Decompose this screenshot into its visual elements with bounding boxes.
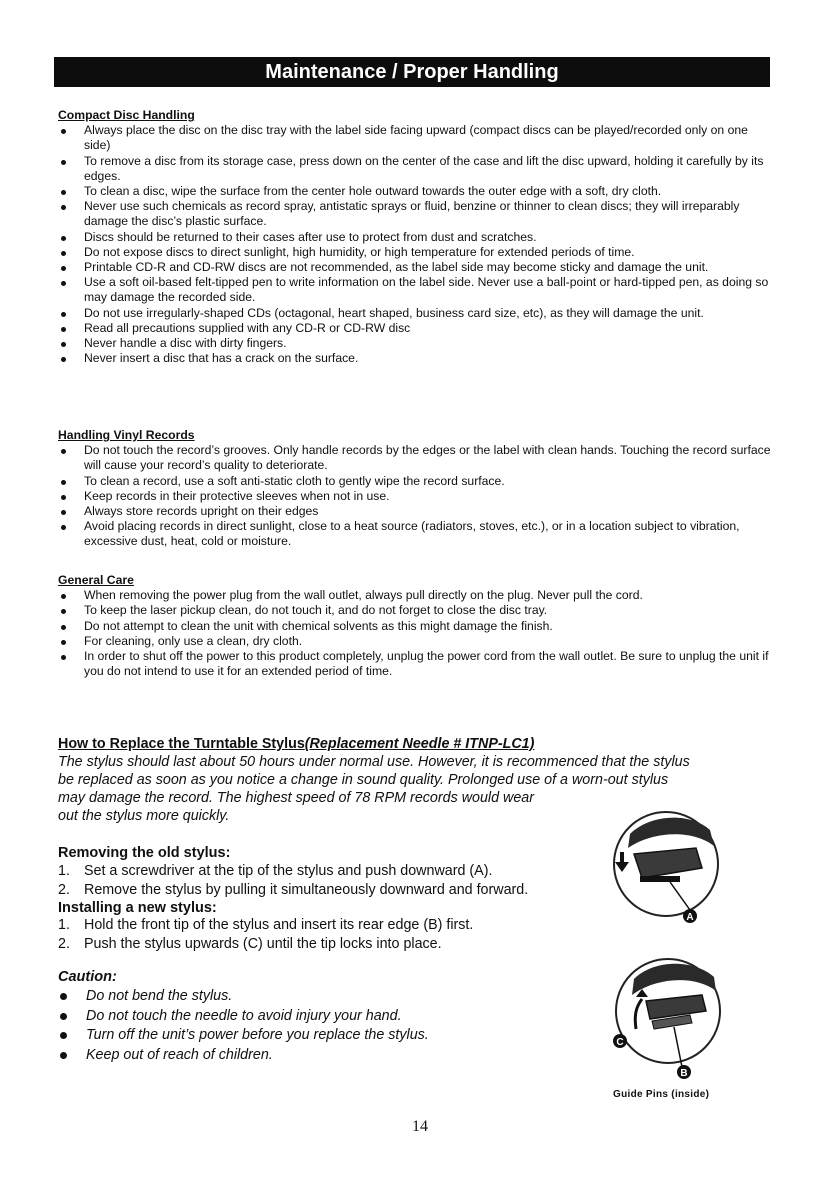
list-item: Printable CD-R and CD-RW discs are not recommended, as the label side may become sticky and damage the unit.: [58, 260, 774, 275]
general-care-heading: General Care: [58, 573, 134, 587]
stylus-tip-shape: [640, 876, 680, 882]
list-item: When removing the power plug from the wall outlet, always pull directly on the plug. Never pull the cord.: [58, 588, 774, 603]
stylus-heading-main: How to Replace the Turntable Stylus: [58, 736, 305, 752]
page-title: Maintenance / Proper Handling: [54, 57, 770, 87]
stylus-heading: [58, 735, 534, 753]
list-item: To clean a record, use a soft anti-static cloth to gently wipe the record surface.: [58, 474, 774, 489]
list-item: To keep the laser pickup clean, do not touch it, and do not forget to close the disc tray.: [58, 603, 774, 618]
list-item: Never insert a disc that has a crack on the surface.: [58, 351, 774, 366]
list-item: In order to shut off the power to this product completely, unplug the power cord from the wall outlet. Be sure to unplug the unit if you do not intend to use it for an extended period of time.: [58, 649, 774, 679]
list-item: Never handle a disc with dirty fingers.: [58, 336, 774, 351]
step-item: [58, 881, 618, 900]
list-item: Do not touch the record’s grooves. Only handle records by the edges or the label with clean hands. Touching the record surface will cause your record’s quality to deteriorate.: [58, 443, 774, 473]
list-item: Always store records upright on their edges: [58, 504, 774, 519]
vinyl-list: [58, 443, 774, 549]
compact-disc-heading: Compact Disc Handling: [58, 108, 195, 122]
list-item: Always place the disc on the disc tray with the label side facing upward (compact discs can be played/recorded only on one side): [58, 123, 774, 153]
list-item: Do not attempt to clean the unit with chemical solvents as this might damage the finish.: [58, 619, 774, 634]
vinyl-section: [58, 428, 774, 550]
intro-line: out the stylus more quickly.: [58, 808, 230, 824]
list-item: Keep records in their protective sleeves when not in use.: [58, 489, 774, 504]
step-number: 2.: [58, 881, 70, 898]
step-text: Push the stylus upwards (C) until the tip locks into place.: [84, 935, 442, 952]
step-number: 1.: [58, 917, 70, 933]
step-text: Hold the front tip of the stylus and insert its rear edge (B) first.: [84, 917, 474, 933]
installing-steps: [58, 916, 618, 953]
label-b: B: [680, 1068, 688, 1079]
stylus-heading-sub: (Replacement Needle # ITNP-LC1): [304, 736, 535, 752]
figure-caption: Guide Pins (inside): [613, 1089, 710, 1100]
step-item: [58, 862, 618, 881]
caution-item: Keep out of reach of children.: [58, 1046, 598, 1066]
caution-item: Do not touch the needle to avoid injury your hand.: [58, 1007, 598, 1027]
step-item: [58, 935, 618, 954]
step-item: [58, 916, 618, 935]
intro-line: may damage the record. The highest speed of 78 RPM records would wear: [58, 790, 535, 806]
list-item: Use a soft oil-based felt-tipped pen to write information on the label side. Never use a ball-point or hard-tipped pen, as doing so may damage the recorded side.: [58, 275, 774, 305]
caution-item: Turn off the unit’s power before you replace the stylus.: [58, 1026, 598, 1046]
step-text: Set a screwdriver at the tip of the stylus and push downward (A).: [84, 863, 493, 879]
compact-disc-section: [58, 108, 774, 366]
step-number: 1.: [58, 863, 70, 879]
removing-heading: Removing the old stylus:: [58, 845, 231, 861]
list-item: To remove a disc from its storage case, press down on the center of the case and lift the disc upward, holding it carefully by its edges.: [58, 154, 774, 184]
intro-line: be replaced as soon as you notice a change in sound quality. Prolonged use of a worn-out stylus: [58, 772, 669, 788]
installing-heading: Installing a new stylus:: [58, 900, 217, 916]
removing-steps: [58, 862, 618, 899]
caution-heading: Caution:: [58, 969, 117, 985]
compact-disc-list: [58, 123, 774, 366]
list-item: To clean a disc, wipe the surface from the center hole outward towards the outer edge with a soft, dry cloth.: [58, 184, 774, 199]
page-number: 14: [412, 1118, 428, 1135]
step-text: Remove the stylus by pulling it simultaneously downward and forward.: [84, 881, 529, 898]
list-item: Avoid placing records in direct sunlight, close to a heat source (radiators, stoves, etc.), or in a location subject to vibration, excessive dust, heat, cold or moisture.: [58, 519, 774, 549]
list-item: Discs should be returned to their cases after use to protect from dust and scratches.: [58, 230, 774, 245]
list-item: Do not expose discs to direct sunlight, high humidity, or high temperature for extended periods of time.: [58, 245, 774, 260]
caution-item: Do not bend the stylus.: [58, 987, 598, 1007]
general-care-list: [58, 588, 774, 679]
caution-list: [58, 987, 598, 1065]
label-a: A: [686, 912, 694, 923]
list-item: For cleaning, only use a clean, dry cloth.: [58, 634, 774, 649]
stylus-install-illustration: [606, 955, 726, 1083]
list-item: Read all precautions supplied with any CD-R or CD-RW disc: [58, 321, 774, 336]
label-c: C: [616, 1037, 624, 1048]
stylus-removal-illustration: [610, 806, 722, 930]
intro-line: The stylus should last about 50 hours under normal use. However, it is recommenced that the stylus: [58, 754, 690, 770]
step-number: 2.: [58, 935, 70, 952]
vinyl-heading: Handling Vinyl Records: [58, 428, 195, 442]
list-item: Never use such chemicals as record spray, antistatic sprays or fluid, benzine or thinner to clean discs; they will irreparably damage the disc’s plastic surface.: [58, 199, 774, 229]
general-care-section: [58, 573, 774, 679]
list-item: Do not use irregularly-shaped CDs (octagonal, heart shaped, business card size, etc), as they will damage the unit.: [58, 306, 774, 321]
